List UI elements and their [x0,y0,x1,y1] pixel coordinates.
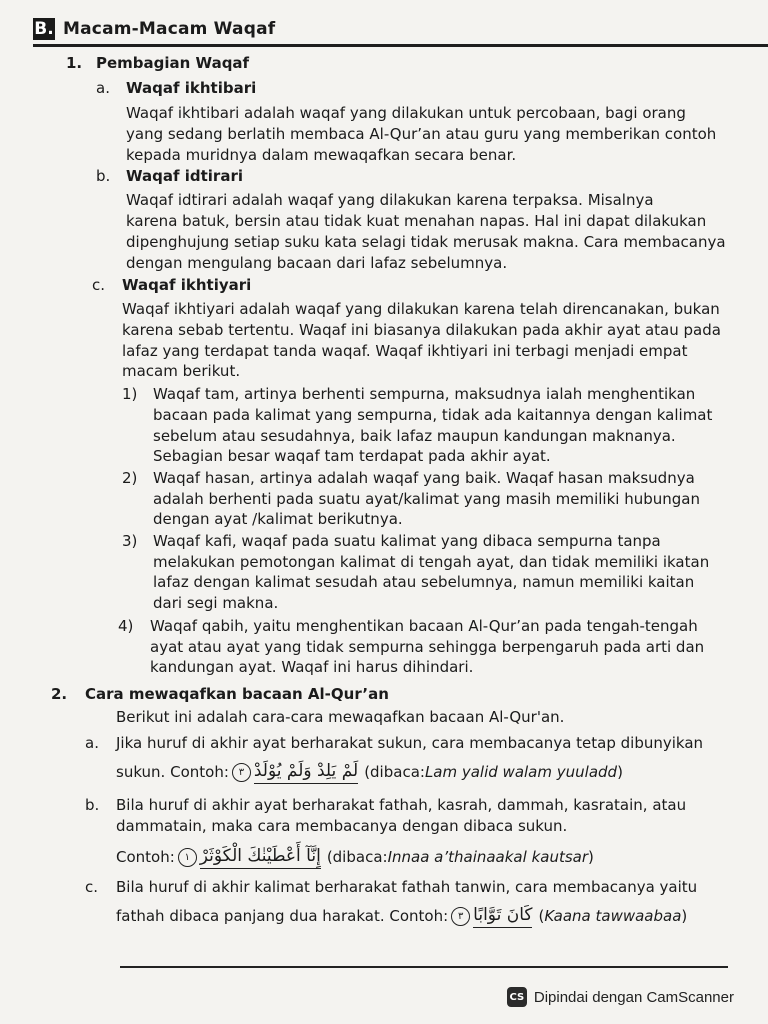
s1-number: 1. [66,54,83,72]
s2b-line-2: dammatain, maka cara membacanya dengan dibaca sukun. [116,817,568,835]
s2b-reading-prefix: (dibaca: [326,848,388,866]
s1a-title: Waqaf ikhtibari [126,79,257,97]
section-title: Macam-Macam Waqaf [63,19,276,39]
s2a-marker: a. [85,734,99,752]
s1c-item1-line-2: bacaan pada kalimat yang sempurna, tidak ada kaitannya dengan kalimat [153,406,713,424]
s1b-title: Waqaf idtirari [126,167,243,185]
s2c-reading: Kaana tawwaabaa [544,907,682,925]
s1-title: Pembagian Waqaf [96,54,250,72]
s2a-line-1: Jika huruf di akhir ayat berharakat sukun, cara membacanya tetap dibunyikan [116,734,704,752]
s1c-item1-line-4: Sebagian besar waqaf tam terdapat pada akhir ayat. [153,447,551,465]
section-header [33,14,275,44]
s2-title: Cara mewaqafkan bacaan Al-Qur’an [85,685,389,703]
s1c-item4-line-1: Waqaf qabih, yaitu menghentikan bacaan Al-Qur’an pada tengah-tengah [150,617,698,635]
ayah-number-icon: ٣ [451,907,470,926]
s2a-arabic-text: لَمْ يَلِدْ وَلَمْ يُوْلَدْ [254,761,358,784]
ayah-number-icon: ٣ [232,763,251,782]
s1b-line-3: dipenghujung setiap suku kata selagi tidak merusak makna. Cara membacanya [126,233,726,251]
s2b-arabic-text: إِنَّآ أَعْطَيْنٰكَ الْكَوْثَرْ [200,846,321,869]
s2-intro: Berikut ini adalah cara-cara mewaqafkan bacaan Al-Qur'an. [116,708,565,726]
s1c-item3-line-4: dari segi makna. [153,594,279,612]
s2b-reading-suffix: ) [588,848,594,866]
footer-rule [120,966,728,968]
s1c-item3-marker: 3) [122,532,138,550]
s1c-item3-line-1: Waqaf kafi, waqaf pada suatu kalimat yang dibaca sempurna tanpa [153,532,661,550]
s2c-reading-suffix: ) [681,907,688,925]
s1a-marker: a. [96,79,110,97]
s2b-line-1: Bila huruf di akhir ayat berharakat fathah, kasrah, dammah, kasratain, atau [116,796,687,814]
s2c-arabic-text: كَانَ تَوَّابًا [473,905,532,928]
s1c-item3-line-3: lafaz dengan kalimat sesudah atau sebelumnya, namun memiliki kaitan [153,573,695,591]
camscanner-logo-icon: CS [507,987,527,1007]
s1b-line-4: dengan mengulang bacaan dari lafaz sebelumnya. [126,254,508,272]
s1c-item1-marker: 1) [122,385,138,403]
s1c-item2-marker: 2) [122,469,138,487]
s1c-item2-line-3: dengan ayat /kalimat berikutnya. [153,510,403,528]
s2b-example-label: Contoh: [116,848,175,866]
s2c-example-label: fathah dibaca panjang dua harakat. Contoh: [116,907,449,925]
section-badge: B. [34,19,54,39]
s1c-item1-line-3: sebelum atau sesudahnya, baik lafaz maupun kandungan maknanya. [153,427,676,445]
s1c-item4-line-2: ayat atau ayat yang tidak sempurna sehingga berpengaruh pada arti dan [150,638,705,656]
s2-number: 2. [51,685,68,703]
s1c-line-1: Waqaf ikhtiyari adalah waqaf yang dilakukan karena telah direncanakan, bukan [122,300,720,318]
camscanner-watermark [507,987,734,1007]
s1c-item2-line-2: adalah berhenti pada suatu ayat/kalimat yang masih memiliki hubungan [153,490,700,508]
s2b-example [116,846,594,869]
s1a-line-2: yang sedang berlatih membaca Al-Qur’an atau guru yang memberikan contoh [126,125,717,143]
s2a-reading-suffix: ) [617,763,623,781]
s1b-line-2: karena batuk, bersin atau tidak kuat menahan napas. Hal ini dapat dilakukan [126,212,707,230]
s2a-reading-prefix: (dibaca: [364,763,425,781]
s1c-line-2: karena sebab tertentu. Waqaf ini biasanya dilakukan pada akhir ayat atau pada [122,321,721,339]
s1c-item4-line-3: kandungan ayat. Waqaf ini harus dihindari. [150,658,474,676]
s2a-reading: Lam yalid walam yuuladd [424,763,618,781]
s1a-line-3: kepada muridnya dalam mewaqafkan secara benar. [126,146,517,164]
s1c-item4-marker: 4) [118,617,134,635]
s2b-reading: Innaa a’thainaakal kautsar [387,848,589,866]
ayah-number-icon: ١ [178,848,197,867]
s1c-line-3: lafaz yang terdapat tanda waqaf. Waqaf ikhtiyari ini terbagi menjadi empat [122,342,688,360]
s2c-marker: c. [85,878,99,896]
s1c-line-4: macam berikut. [122,362,241,380]
s1c-item2-line-1: Waqaf hasan, artinya adalah waqaf yang baik. Waqaf hasan maksudnya [153,469,695,487]
s1a-line-1: Waqaf ikhtibari adalah waqaf yang dilakukan untuk percobaan, bagi orang [126,104,686,122]
s1c-marker: c. [92,276,106,294]
s2a-example [116,761,623,784]
s2c-example [116,905,687,928]
s1c-item1-line-1: Waqaf tam, artinya berhenti sempurna, maksudnya ialah menghentikan [153,385,696,403]
s2c-reading-prefix: ( [538,907,545,925]
s1c-item3-line-2: melakukan pemotongan kalimat di tengah ayat, dan tidak memiliki ikatan [153,553,710,571]
header-rule [33,44,768,47]
s1c-title: Waqaf ikhtiyari [122,276,252,294]
s1b-line-1: Waqaf idtirari adalah waqaf yang dilakukan karena terpaksa. Misalnya [126,191,654,209]
s2a-example-label: sukun. Contoh: [116,763,229,781]
camscanner-text: Dipindai dengan CamScanner [533,988,734,1006]
s2c-line-1: Bila huruf di akhir kalimat berharakat fathah tanwin, cara membacanya yaitu [116,878,698,896]
s2b-marker: b. [85,796,100,814]
s1b-marker: b. [96,167,111,185]
